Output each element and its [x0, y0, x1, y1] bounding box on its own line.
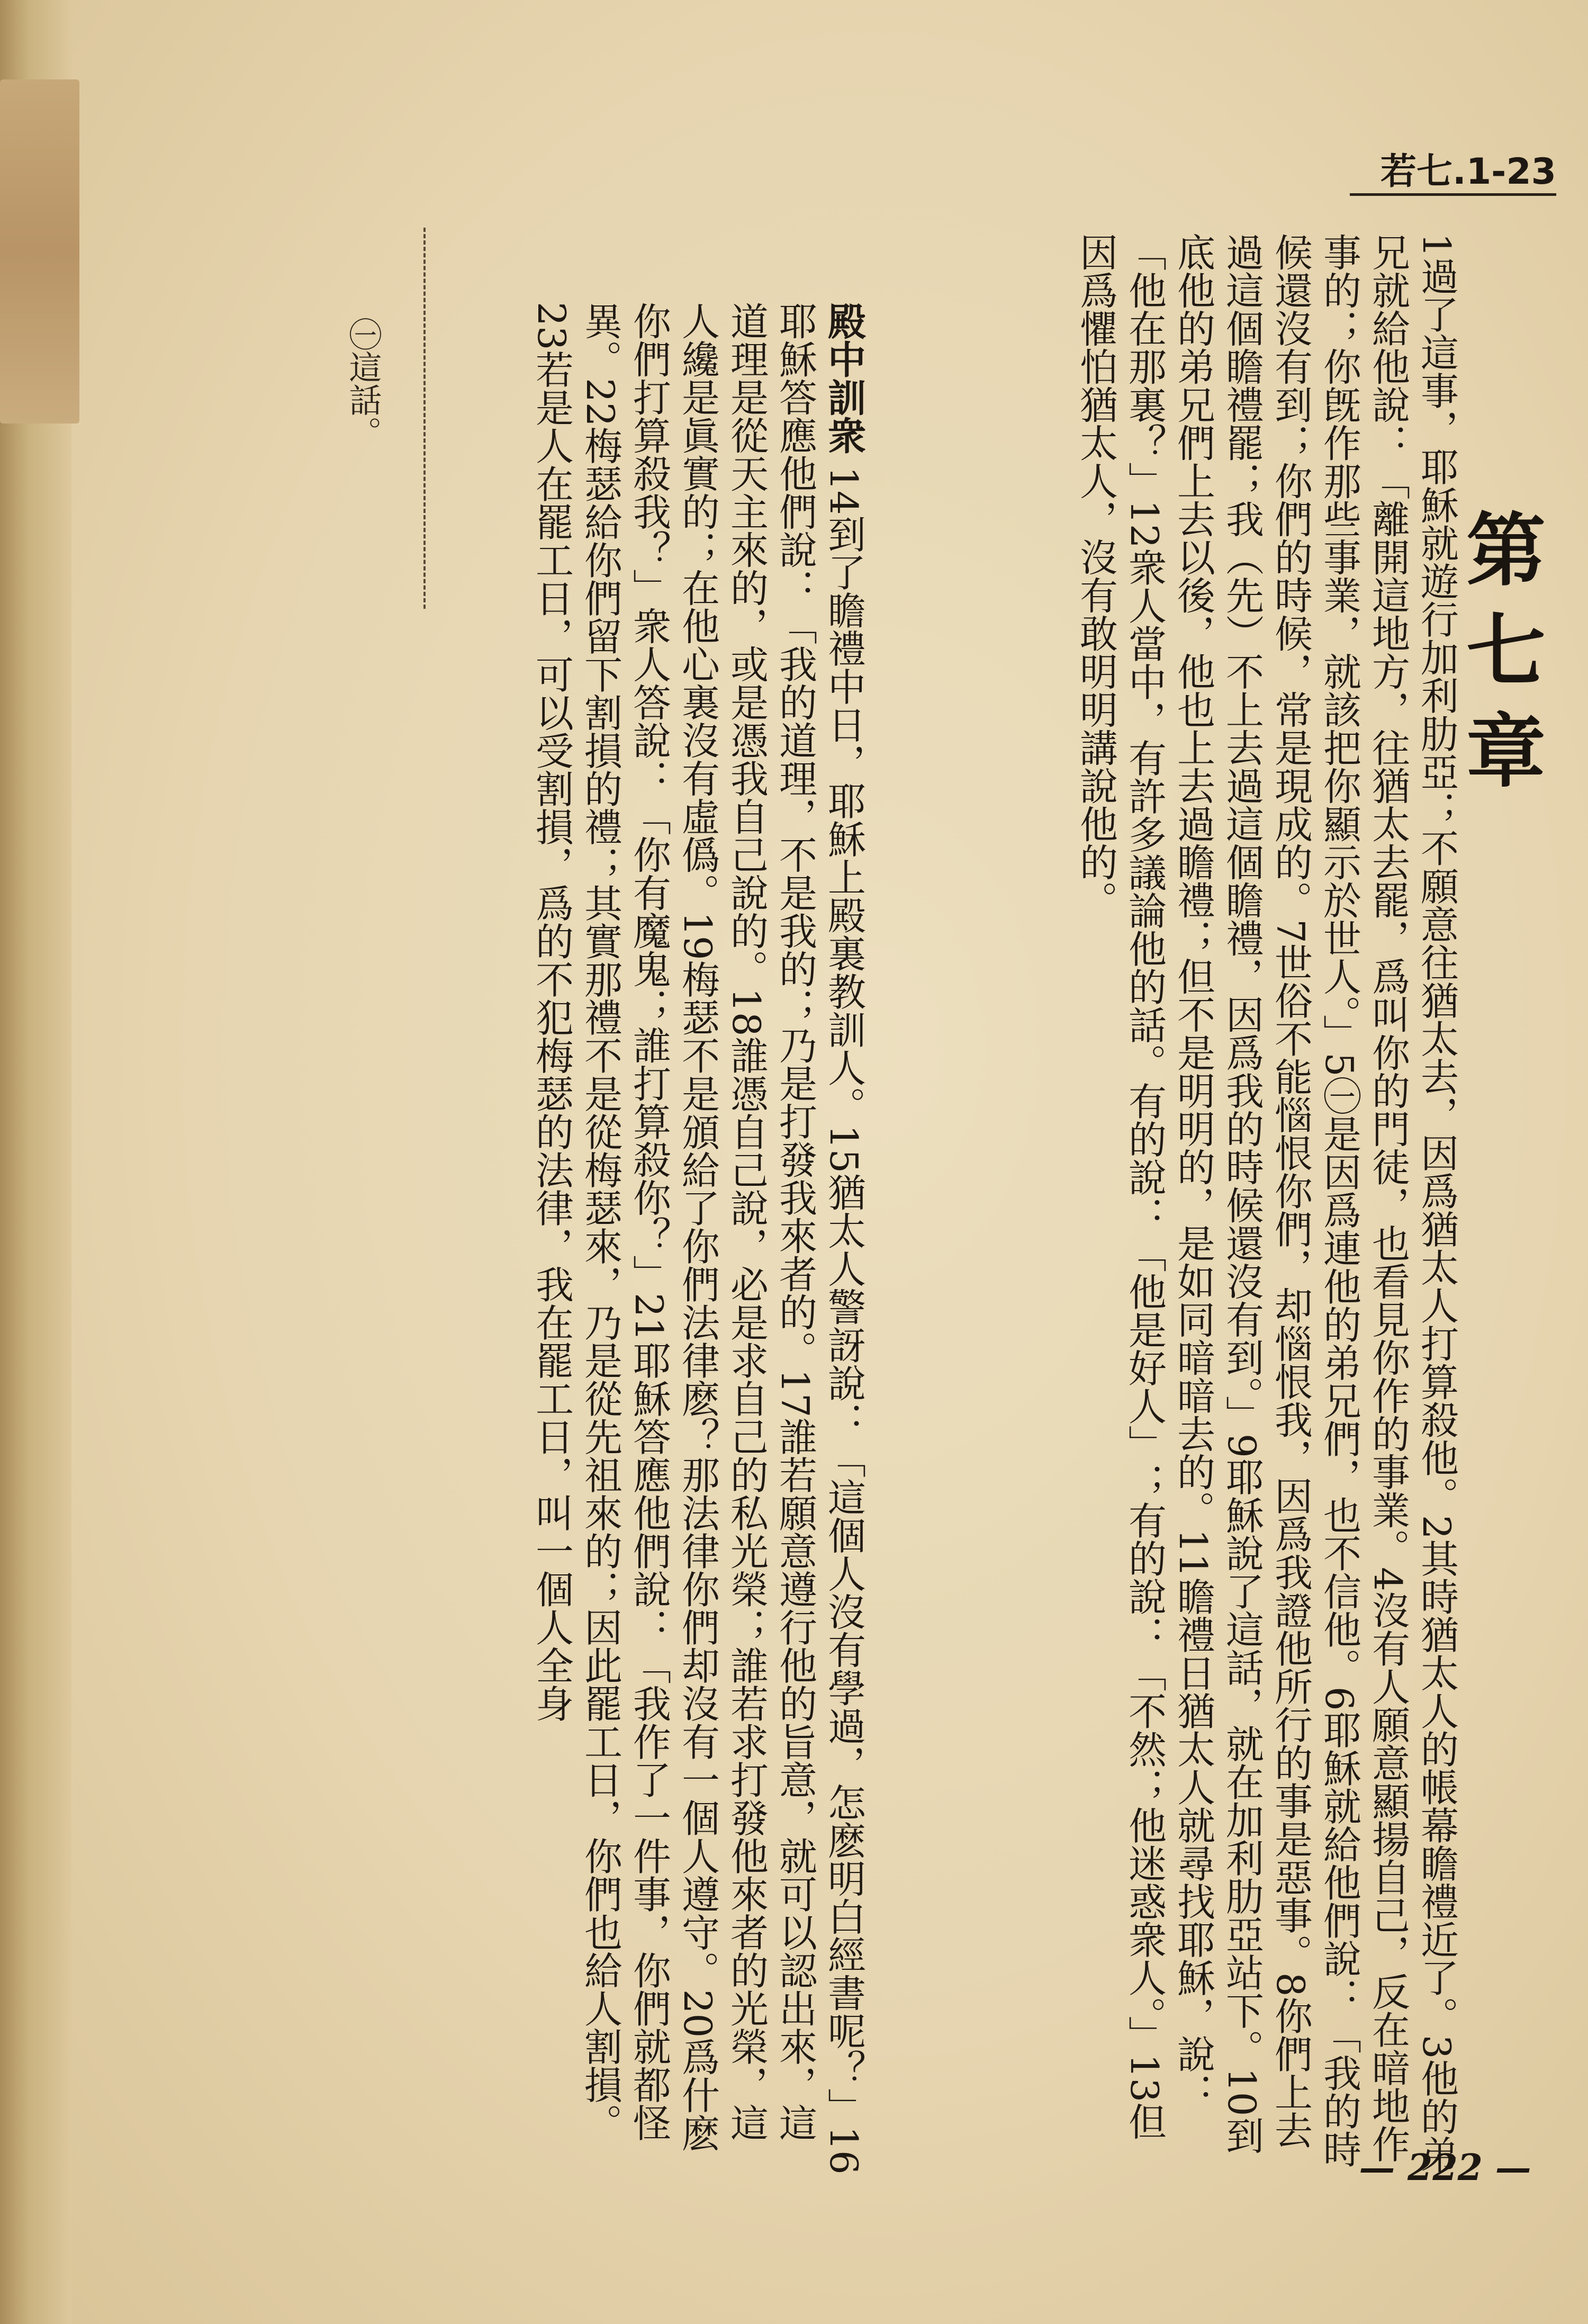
main-text: 1過了這事，耶穌就遊行加利肋亞；不願意往猶太去，因爲猶太人打算殺他。2其時猶太人的帳幕瞻禮近了。3他的弟兄就給他說：「離開這地方，往猶太去罷，爲叫你的門徒，也看見你作的事業。4沒有人願意顯揚自己，反在暗地作事的；你旣作那些事業，就該把你顯示於世人。」5㊀是因爲連他的弟兄們，也不信他。6耶穌就給他們說：「我的時候還沒有到；你們的時候，常是現成的。7世俗不能惱恨你們，却惱恨我，因爲我證他所行的事是惡事。8你們上去過這個瞻禮罷；我（先）不上去過這個瞻禮，因爲我的時候還沒有到。」9耶穌說了這話，就在加利肋亞站下。10到底他的弟兄們上去以後，他也上去過瞻禮；但不是明明的，是如同暗暗去的。11瞻禮日猶太人就尋找耶穌，說：「他在那裏？」12衆人當中，有許多議論他的話。有的說：「他是好人」；有的說：「不然；他迷惑衆人。」13但因爲懼怕猶太人，沒有敢明明講說他的。: [1073, 233, 1459, 2174]
section-block: [455, 302, 868, 2176]
running-head: 若七.1-23: [1381, 151, 1556, 193]
section-text: 14到了瞻禮中日，耶穌上殿裏教訓人。15猶太人警訝說：「這個人沒有學過，怎麽明白經書呢？」16耶穌答應他們說：「我的道理，不是我的；乃是打發我來者的。17誰若願意遵行他的旨意，就可以認出來，這道理是從天主來的，或是憑我自己說的。18誰憑自己說，必是求自己的私光榮；誰若求打發他來者的光榮，這人纔是眞實的；在他心裏沒有虛僞。19梅瑟不是頒給了你們法律麽？那法律你們却沒有一個人遵守。20爲什麽你們打算殺我？」衆人答說：「你有魔鬼；誰打算殺你？」21耶穌答應他們說：「我作了一件事，你們就都怪異。22梅瑟給你們留下割損的禮；其實那禮不是從梅瑟來，乃是從先祖來的；因此罷工日，你們也給人割損。23若是人在罷工日，可以受割損，爲的不犯梅瑟的法律，我在罷工日，叫一個人全身: [529, 302, 866, 2175]
page-number: — 222 —: [1359, 2147, 1531, 2189]
footnote-separator: [423, 228, 428, 609]
footnote: ㊀這話。: [344, 318, 382, 449]
binding-tape: [0, 79, 79, 424]
header-rule: [1350, 193, 1556, 196]
chapter-title: 第七章: [1452, 508, 1546, 810]
section-heading: 殿中訓衆: [822, 302, 866, 454]
